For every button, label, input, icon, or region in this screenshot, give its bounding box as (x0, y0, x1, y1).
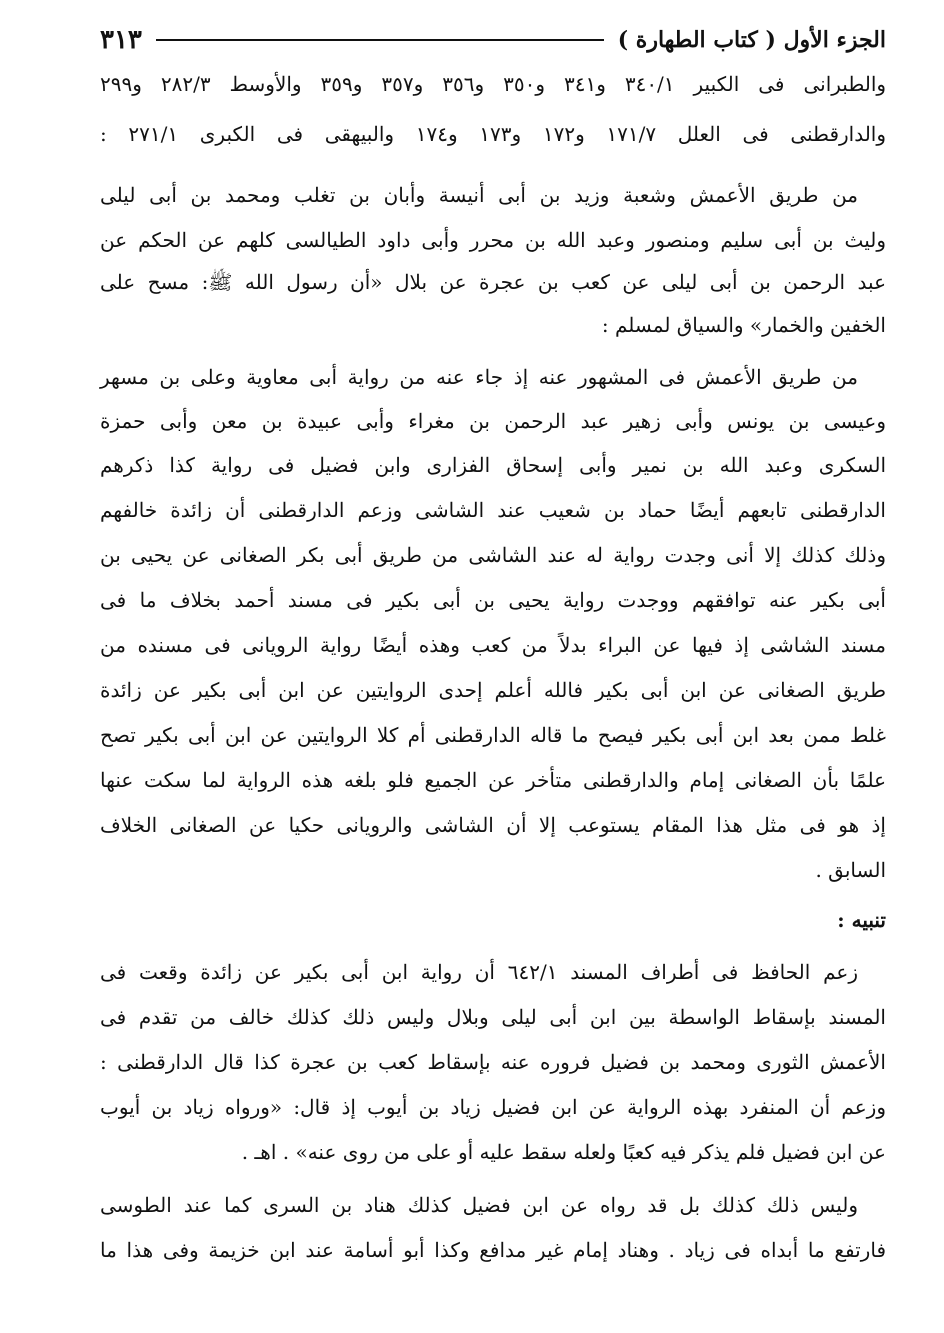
text-line: غلط ممن بعد ابن أبى بكير فيصح ما قاله الدارقطنى أم كلا الروايتين عن ابن أبى بكير تصح (100, 723, 886, 747)
text-line: من طريق الأعمش فى المشهور عنه إذ جاء عنه من رواية أبى معاوية وعلى بن مسهر (100, 365, 858, 389)
text-line: عن ابن فضيل فلم يذكر فيه كعبًا ولعله سقط عليه أو على من روى عنه» . اهـ . (241, 1140, 886, 1164)
text-line: الخفين والخمار» والسياق لمسلم : (601, 313, 886, 337)
text-line: إذ هو فى مثل هذا المقام يستوعب إلا أن الشاشى والرويانى حكيا عن الصغانى الخلاف (100, 813, 886, 837)
text-line: والدارقطنى فى العلل ١٧١/٧ و١٧٢ و١٧٣ و١٧٤ والبيهقى فى الكبرى ٢٧١/١ : (100, 122, 887, 146)
text-line: طريق الصغانى عن ابن أبى بكير فالله أعلم إحدى الروايتين عن ابن أبى بكير عن زائدة (100, 678, 886, 702)
header-rule (156, 39, 604, 41)
text-line: الدارقطنى تابعهم أيضًا حماد بن شعيب عند الشاشى وزعم الدارقطنى أن زائدة خالفهم (100, 498, 886, 522)
page-header (100, 20, 886, 60)
text-line: وزعم أن المنفرد بهذه الرواية عن ابن فضيل زياد بن أيوب إذ قال: «ورواه زياد بن أيوب (100, 1095, 886, 1119)
text-line: فارتفع ما أبداه فى زياد . وهناد إمام غير مدافع وكذا أبو أسامة عند ابن خزيمة وفى هذا ما (100, 1238, 886, 1262)
text-line: السابق . (815, 858, 886, 882)
text-line: السكرى وعبد الله بن نمير وأبى إسحاق الفزارى وابن فضيل فى رواية كذا ذكرهم (100, 453, 886, 477)
text-line: الأعمش الثورى ومحمد بن فضيل فروره عنه بإسقاط كعب بن عجرة كذا قال الدارقطنى : (100, 1050, 886, 1074)
text-line: عبد الرحمن بن أبى ليلى عن كعب بن عجرة عن بلال «أن رسول الله ﷺ: مسح على (100, 270, 886, 294)
text-line: وليس ذلك كذلك بل قد رواه عن ابن فضيل كذلك هناد بن السرى كما عند الطوسى (100, 1193, 858, 1217)
text-line: من طريق الأعمش وشعبة وزيد بن أبى أنيسة وأبان بن تغلب ومحمد بن أبى ليلى (100, 183, 858, 207)
text-line: وعيسى بن يونس وأبى زهير عبد الرحمن بن مغراء وأبى عبيدة بن معن وأبى حمزة (100, 409, 886, 433)
running-title: الجزء الأول ( كتاب الطهارة ) (617, 27, 886, 53)
text-line: وذلك كذلك إلا أنى وجدت رواية له عند الشاشى من طريق أبى بكر الصغانى عن يحيى بن (100, 543, 886, 567)
text-line: وليث بن أبى سليم ومنصور وعبد الله بن محرر وأبى داود الطيالسى كلهم عن الحكم عن (100, 228, 886, 252)
text-line: علمًا بأن الصغانى إمام والدارقطنى متأخر عن الجميع فلو بلغه هذه الرواية لما سكت عنها (100, 768, 886, 792)
text-line: مسند الشاشى إذ فيها عن البراء بدلاً من كعب وهذه أيضًا رواية الرويانى فى مسنده من (100, 633, 886, 657)
text-line: أبى بكير عنه توافقهم ووجدت رواية يحيى بن أبى بكير فى مسند أحمد بخلاف ما فى (100, 588, 886, 612)
text-line: المسند بإسقاط الواسطة بين ابن أبى ليلى وبلال وليس ذلك كذلك خالف من تقدم فى (100, 1005, 886, 1029)
text-line: زعم الحافظ فى أطراف المسند ٦٤٢/١ أن رواية ابن أبى بكير عن زائدة وقعت فى (100, 960, 858, 984)
page-number: ٣١٣ (100, 25, 142, 55)
section-heading: تنبيه : (837, 908, 886, 932)
text-line: والطبرانى فى الكبير ٣٤٠/١ و٣٤١ و٣٥٠ و٣٥٦ و٣٥٧ و٣٥٩ والأوسط ٢٨٢/٣ و٢٩٩ (100, 72, 887, 96)
